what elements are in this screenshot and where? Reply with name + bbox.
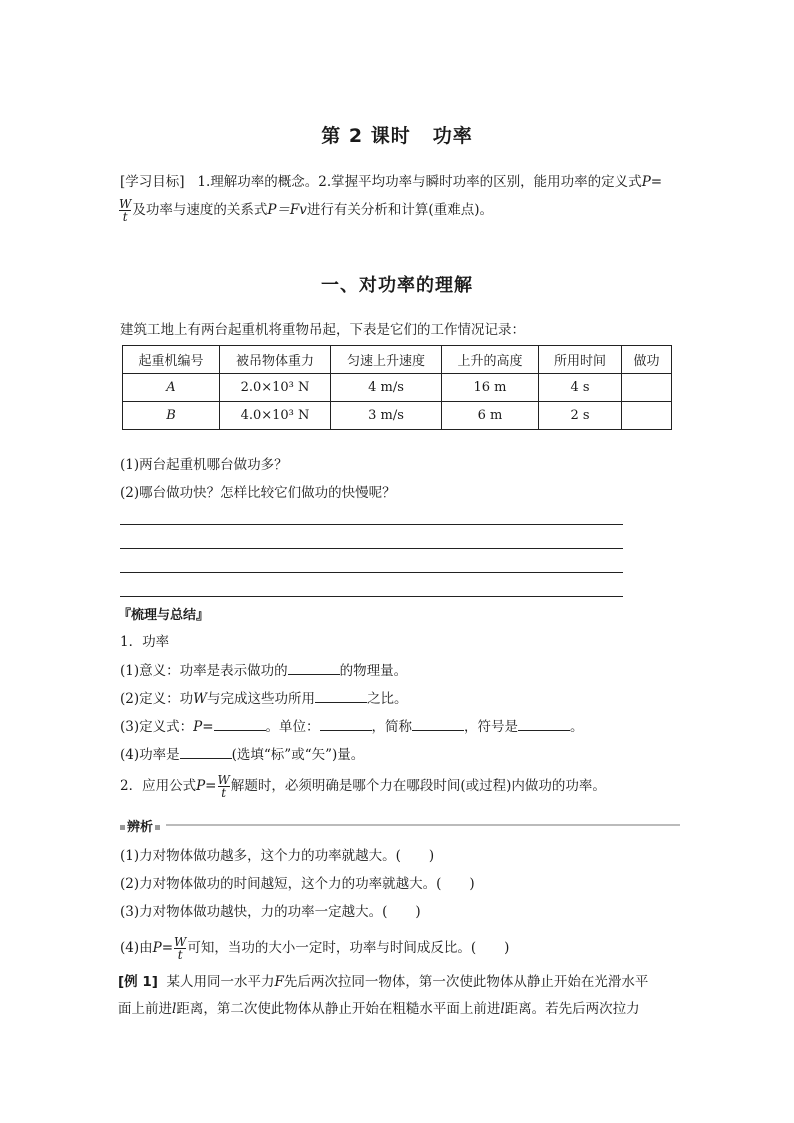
- text: ): [415, 904, 421, 920]
- text: 某人用同一水平力: [166, 974, 275, 990]
- text: 的物理量。: [339, 663, 408, 679]
- text: (2)力对物体做功的时间越短，这个力的功率就越大。(: [120, 876, 442, 892]
- summary-line-4: [120, 744, 364, 765]
- text: ): [504, 940, 510, 956]
- text: (4)由: [120, 940, 153, 956]
- answer-line[interactable]: [120, 524, 623, 525]
- table-header-row: [123, 346, 672, 374]
- table-header: 上升的高度: [442, 346, 539, 374]
- analysis-item-1: [120, 846, 434, 866]
- formula-fraction: [218, 774, 230, 799]
- analysis-heading: [118, 816, 680, 835]
- text: 面上前进: [118, 1001, 172, 1017]
- page-title: [0, 121, 794, 148]
- summary-line-3: [120, 716, 584, 737]
- analysis-item-2: [120, 874, 475, 894]
- intro-text: 建筑工地上有两台起重机将重物吊起，下表是它们的工作情况记录：: [120, 322, 525, 338]
- frac-den: t: [122, 210, 128, 224]
- table-cell: 6 m: [442, 402, 539, 430]
- objectives-text-3: 进行有关分析和计算(重难点)。: [306, 202, 493, 218]
- text: (4)功率是: [120, 747, 180, 763]
- objectives-text-2: 及功率与速度的关系式: [132, 202, 268, 218]
- table-cell: [622, 402, 672, 430]
- table-cell: 3 m/s: [331, 402, 442, 430]
- objectives-line-2: [118, 198, 493, 223]
- symbol-l: l: [500, 1001, 505, 1017]
- symbol-w: W: [193, 691, 208, 707]
- table-cell: 2 s: [539, 402, 622, 430]
- text: 之比。: [367, 691, 408, 707]
- answer-line[interactable]: [120, 596, 623, 597]
- table-cell: [622, 374, 672, 402]
- table-cell: 2.0×10³ N: [220, 374, 331, 402]
- text: (3)力对物体做功越快，力的功率一定越大。(: [120, 904, 388, 920]
- objectives-fraction: [119, 198, 131, 223]
- fill-blank[interactable]: [288, 660, 340, 675]
- table-header: 匀速上升速度: [331, 346, 442, 374]
- fill-blank[interactable]: [320, 716, 372, 731]
- text: (1)力对物体做功越多，这个力的功率就越大。(: [120, 848, 401, 864]
- objectives-text: 1.理解功率的概念。2.掌握平均功率与瞬时功率的区别，能用功率的定义式: [197, 174, 642, 190]
- frac-num: W: [174, 935, 187, 949]
- symbol-p: P=: [152, 940, 174, 956]
- fill-blank[interactable]: [214, 716, 266, 731]
- table-header: 被吊物体重力: [220, 346, 331, 374]
- table-cell: 4 s: [539, 374, 622, 402]
- example-line-2: [118, 999, 640, 1019]
- table-row: [123, 374, 672, 402]
- text: ): [428, 848, 435, 864]
- fill-blank[interactable]: [412, 716, 464, 731]
- table-header: 做功: [622, 346, 672, 374]
- frac-den: t: [221, 786, 227, 800]
- symbol-f: F: [274, 974, 284, 990]
- text: 与完成这些功所用: [207, 691, 316, 707]
- frac-num: W: [217, 773, 230, 787]
- formula-fraction: [174, 936, 186, 961]
- answer-line[interactable]: [120, 572, 623, 573]
- summary-item-2: [120, 774, 606, 799]
- table-row: [123, 402, 672, 430]
- table-cell: A: [123, 374, 220, 402]
- text: ，符号是: [464, 719, 519, 735]
- crane-table: [122, 345, 672, 430]
- square-icon: [120, 825, 125, 830]
- text: 。单位：: [265, 719, 320, 735]
- text: ): [469, 876, 475, 892]
- title-topic: 功率: [432, 125, 473, 147]
- title-lesson: 第 2 课时: [321, 125, 411, 147]
- symbol-p: P=: [196, 778, 217, 794]
- fill-blank[interactable]: [518, 716, 570, 731]
- text: 距离。若先后两次拉力: [504, 1001, 640, 1017]
- table-header: 所用时间: [539, 346, 622, 374]
- analysis-item-4: [120, 936, 509, 961]
- analysis-label: [118, 816, 166, 835]
- divider: [158, 824, 680, 826]
- text: 先后两次拉同一物体，第一次使此物体从静止开始在光滑水平: [283, 974, 649, 990]
- text: (3)定义式：: [120, 719, 194, 735]
- section-title: 一、对功率的理解: [321, 275, 473, 296]
- text: (1)意义：功率是表示做功的: [120, 663, 288, 679]
- square-icon: [155, 825, 160, 830]
- symbol-l: l: [172, 1001, 177, 1017]
- objectives-label: [学习目标]: [120, 174, 185, 190]
- question-2: (2)哪台做功快？怎样比较它们做功的快慢呢？: [120, 485, 396, 501]
- text: 解题时，必须明确是哪个力在哪段时间(或过程)内做功的功率。: [230, 778, 606, 794]
- example-line-1: [118, 972, 648, 992]
- frac-num: W: [119, 197, 132, 211]
- text: (选填“标”或“矢”)量。: [231, 747, 365, 763]
- example-label: [例 1]: [118, 974, 158, 990]
- answer-line[interactable]: [120, 548, 623, 549]
- symbol-p: P=: [193, 719, 214, 735]
- question-1: (1)两台起重机哪台做功多？: [120, 457, 288, 473]
- text: 2．应用公式: [120, 778, 197, 794]
- text: 可知，当功的大小一定时，功率与时间成反比。(: [187, 940, 477, 956]
- text: (2)定义：功: [120, 691, 194, 707]
- table-cell: B: [123, 402, 220, 430]
- objectives-formula: P＝Fv: [267, 202, 307, 218]
- analysis-heading-text: 辨析: [127, 820, 154, 835]
- text: 。: [570, 719, 584, 735]
- summary-item-1-title: 1．功率: [120, 634, 170, 650]
- summary-line-2: [120, 688, 408, 709]
- objectives-p: P=: [641, 174, 663, 190]
- table-cell: 4 m/s: [331, 374, 442, 402]
- table-cell: 16 m: [442, 374, 539, 402]
- analysis-item-3: [120, 902, 421, 922]
- fill-blank[interactable]: [315, 688, 367, 703]
- summary-line-1: [120, 660, 407, 681]
- text: 距离，第二次使此物体从静止开始在粗糙水平面上前进: [176, 1001, 501, 1017]
- text: ，简称: [371, 719, 413, 735]
- objectives-line-1: [120, 172, 662, 192]
- summary-heading: 『梳理与总结』: [118, 608, 210, 623]
- fill-blank[interactable]: [180, 744, 232, 759]
- frac-den: t: [177, 948, 183, 962]
- table-header: 起重机编号: [123, 346, 220, 374]
- table-cell: 4.0×10³ N: [220, 402, 331, 430]
